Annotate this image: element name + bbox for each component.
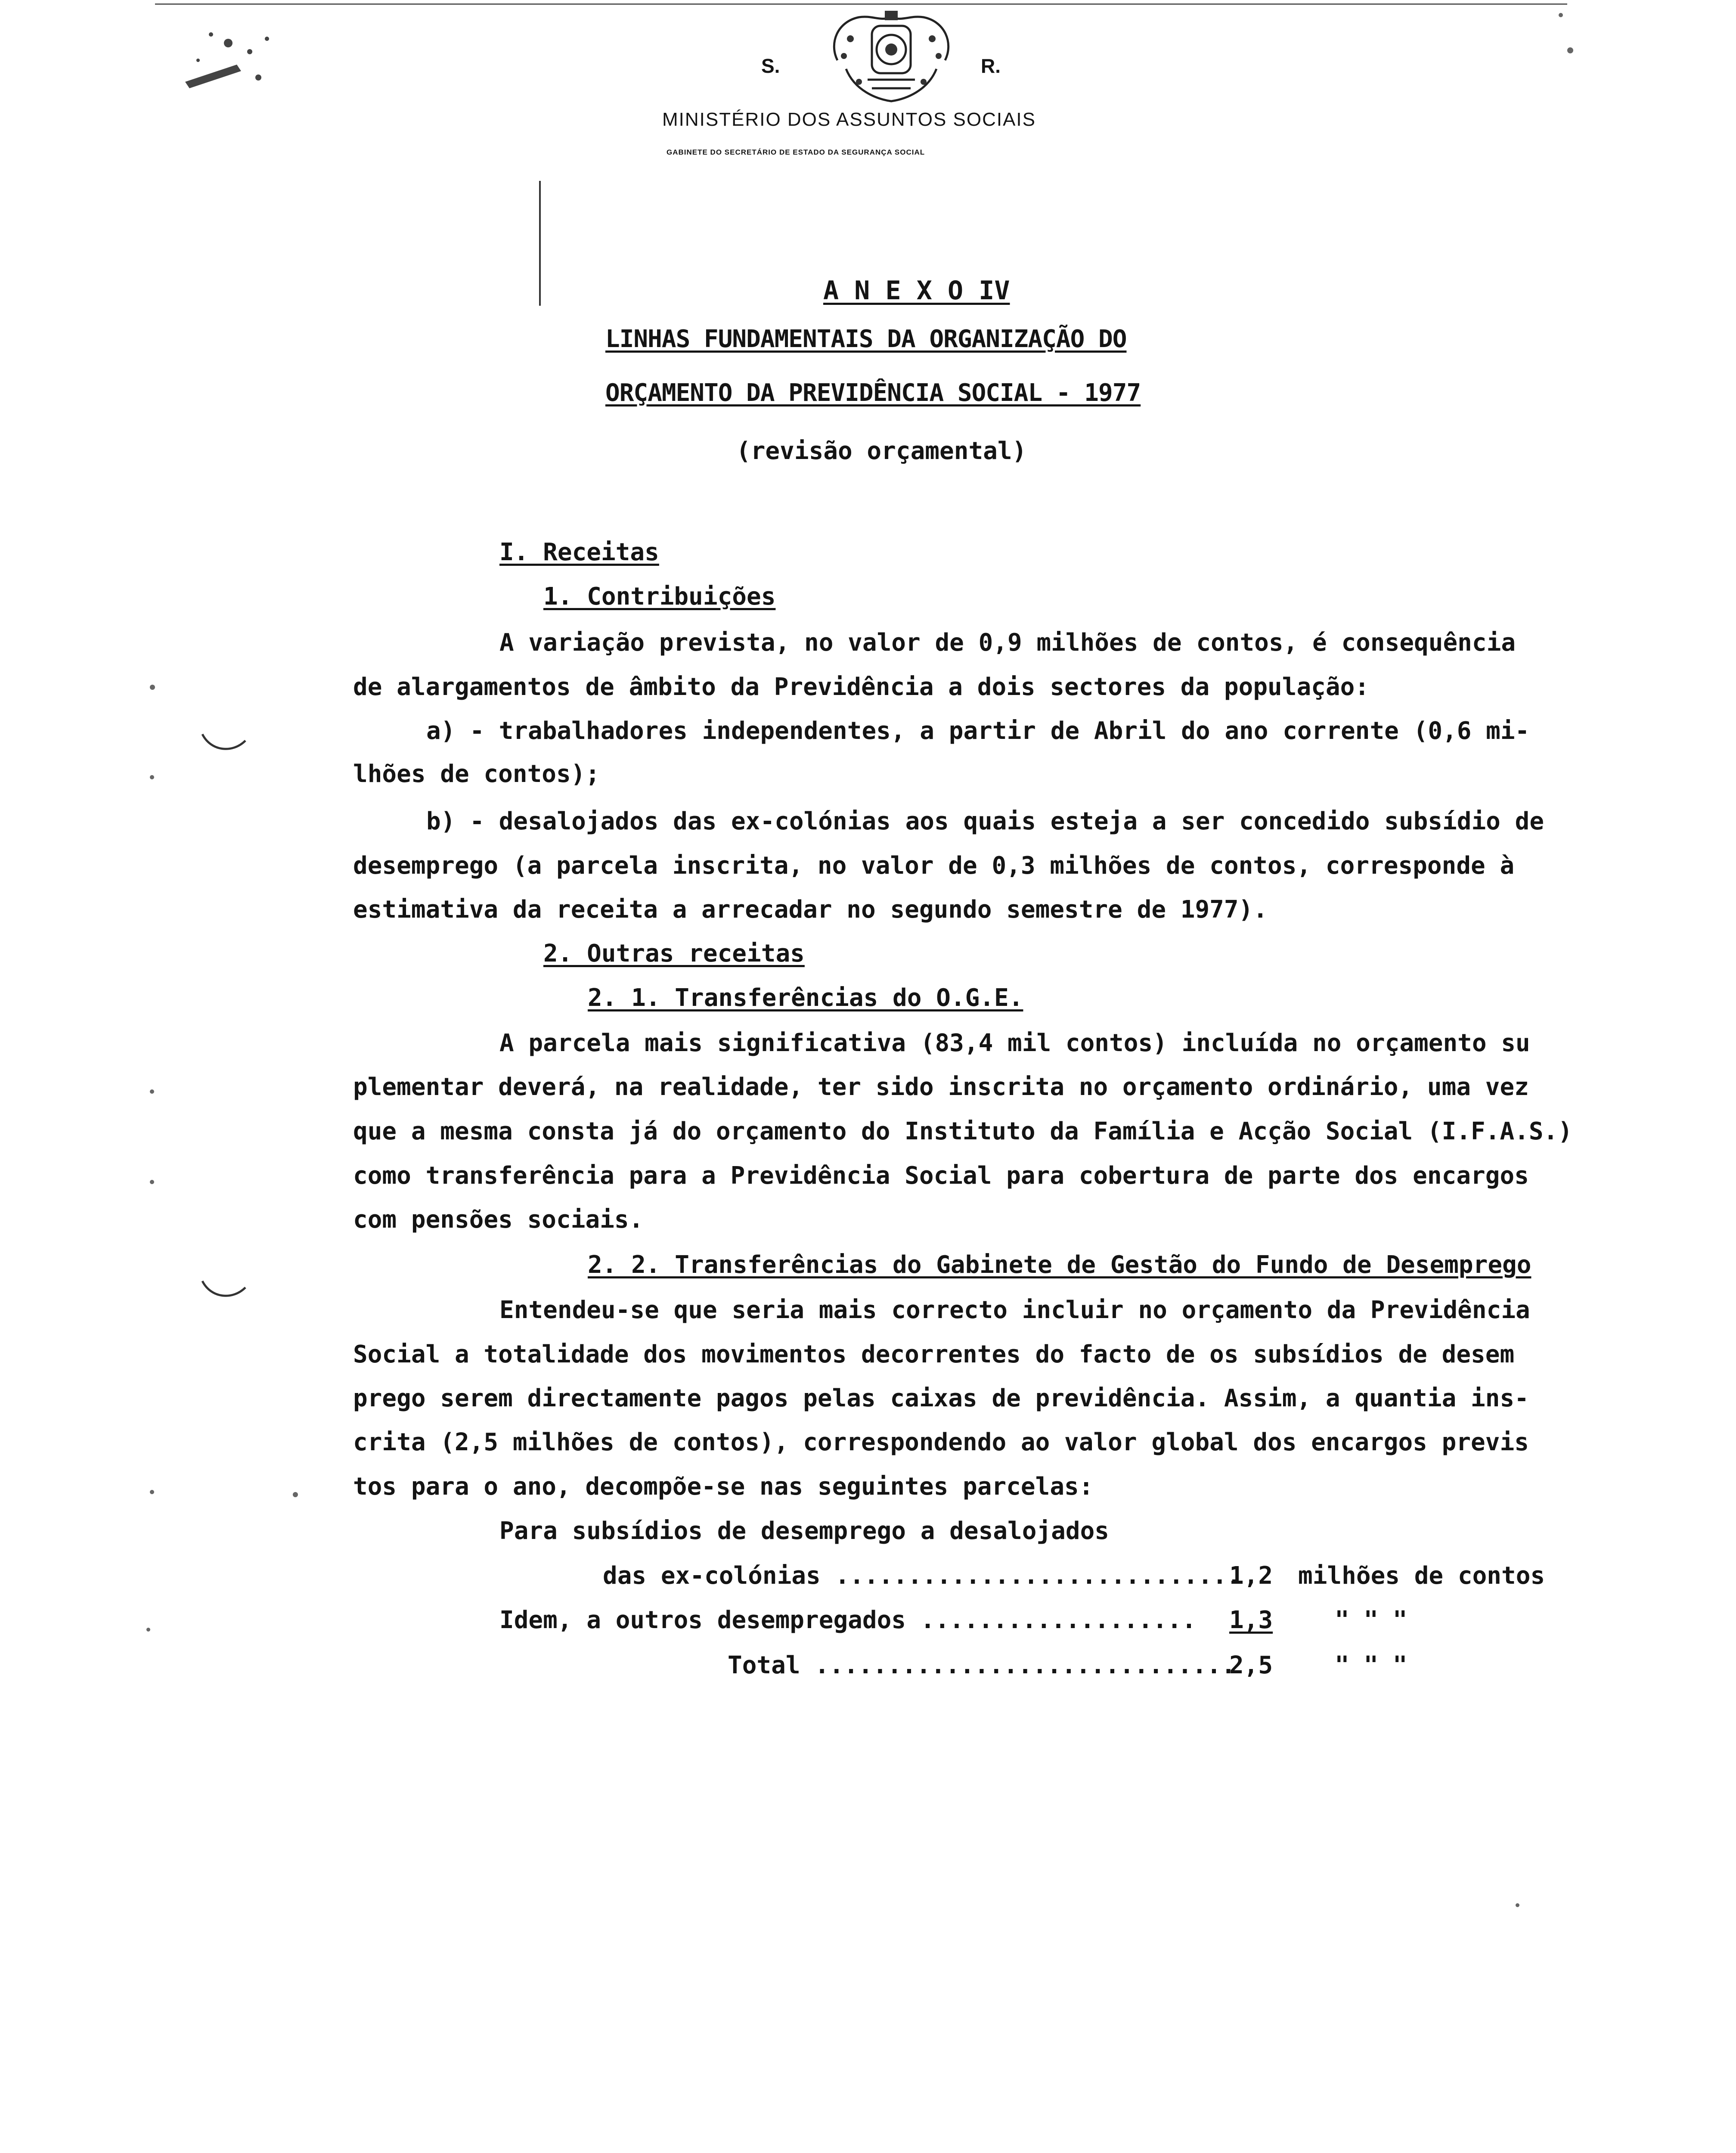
punch-hole-mark xyxy=(198,1275,250,1305)
oge-line-4: como transferência para a Previdência Social para cobertura de parte dos encargos xyxy=(353,1162,1529,1190)
title-line-1: LINHAS FUNDAMENTAIS DA ORGANIZAÇÃO DO xyxy=(605,325,1127,353)
fundo-line-4: crita (2,5 milhões de contos), correspondendo ao valor global dos encargos previs xyxy=(353,1428,1529,1456)
margin-speck xyxy=(150,1490,154,1494)
breakdown-row-label: Idem, a outros desempregados ................... xyxy=(499,1606,1197,1634)
section-receitas-heading: I. Receitas xyxy=(499,538,659,566)
margin-speck xyxy=(150,1089,154,1094)
margin-speck xyxy=(150,685,155,690)
oge-line-1: A parcela mais significativa (83,4 mil contos) incluída no orçamento su xyxy=(499,1029,1530,1057)
contrib-line-6: desemprego (a parcela inscrita, no valor de 0,3 milhões de contos, corresponde à xyxy=(353,852,1515,880)
breakdown-total-unit: " " " xyxy=(1335,1651,1407,1679)
breakdown-row-label: das ex-colónias ............................ xyxy=(603,1562,1242,1590)
margin-speck xyxy=(1516,1903,1519,1907)
breakdown-row-value: 1,2 xyxy=(1229,1562,1273,1590)
annex-title: A N E X O IV xyxy=(823,276,1010,306)
margin-speck xyxy=(1567,47,1573,53)
margin-speck xyxy=(1559,13,1563,17)
header-letter-r: R. xyxy=(981,55,1001,77)
contrib-line-5: b) - desalojados das ex-colónias aos quais esteja a ser concedido subsídio de xyxy=(426,807,1544,835)
oge-line-5: com pensões sociais. xyxy=(353,1206,644,1234)
punch-hole-mark xyxy=(198,728,250,758)
subsection-fundo-desemprego-heading: 2. 2. Transferências do Gabinete de Gestão do Fundo de Desemprego xyxy=(588,1251,1531,1279)
margin-speck xyxy=(150,775,154,779)
breakdown-total-label: Total ............................. xyxy=(728,1651,1236,1679)
contrib-line-7: estimativa da receita a arrecadar no segundo semestre de 1977). xyxy=(353,896,1268,924)
contrib-line-3: a) - trabalhadores independentes, a partir de Abril do ano corrente (0,6 mi- xyxy=(426,717,1530,745)
ministry-name: MINISTÉRIO DOS ASSUNTOS SOCIAIS xyxy=(662,109,1036,130)
header-letter-s: S. xyxy=(761,55,780,77)
fundo-line-3: prego serem directamente pagos pelas caixas de previdência. Assim, a quantia ins- xyxy=(353,1384,1529,1412)
title-line-2: ORÇAMENTO DA PREVIDÊNCIA SOCIAL - 1977 xyxy=(605,379,1141,407)
subsection-oge-heading: 2. 1. Transferências do O.G.E. xyxy=(588,984,1023,1012)
fundo-line-2: Social a totalidade dos movimentos decorrentes do facto de os subsídios de desem xyxy=(353,1340,1515,1368)
coat-of-arms-icon xyxy=(820,4,962,108)
subsection-contribuicoes-heading: 1. Contribuições xyxy=(543,583,776,611)
contrib-line-1: A variação prevista, no valor de 0,9 milhões de contos, é consequência xyxy=(499,629,1516,657)
contrib-line-4: lhões de contos); xyxy=(353,760,600,788)
fundo-line-1: Entendeu-se que seria mais correcto incluir no orçamento da Previdência xyxy=(499,1296,1530,1324)
fundo-line-5: tos para o ano, decompõe-se nas seguintes parcelas: xyxy=(353,1473,1094,1501)
breakdown-row-value: 1,3 xyxy=(1229,1606,1273,1634)
oge-line-2: plementar deverá, na realidade, ter sido inscrita no orçamento ordinário, uma vez xyxy=(353,1073,1529,1101)
contrib-line-2: de alargamentos de âmbito da Previdência a dois sectores da população: xyxy=(353,673,1370,701)
margin-speck xyxy=(146,1628,150,1632)
breakdown-row-unit: milhões de contos xyxy=(1298,1562,1545,1590)
margin-rule xyxy=(539,181,541,306)
breakdown-intro: Para subsídios de desemprego a desalojados xyxy=(499,1517,1110,1545)
margin-speck xyxy=(150,1180,154,1184)
scan-artifact-mark xyxy=(172,17,284,112)
subsection-outras-receitas-heading: 2. Outras receitas xyxy=(543,940,805,968)
oge-line-3: que a mesma consta já do orçamento do Instituto da Família e Acção Social (I.F.A.S.) xyxy=(353,1117,1573,1145)
title-subtitle: (revisão orçamental) xyxy=(736,437,1027,465)
breakdown-row-unit: " " " xyxy=(1335,1606,1407,1634)
margin-speck xyxy=(293,1492,298,1497)
cabinet-name: GABINETE DO SECRETÁRIO DE ESTADO DA SEGURANÇA SOCIAL xyxy=(666,148,925,156)
breakdown-total-value: 2,5 xyxy=(1229,1651,1273,1679)
